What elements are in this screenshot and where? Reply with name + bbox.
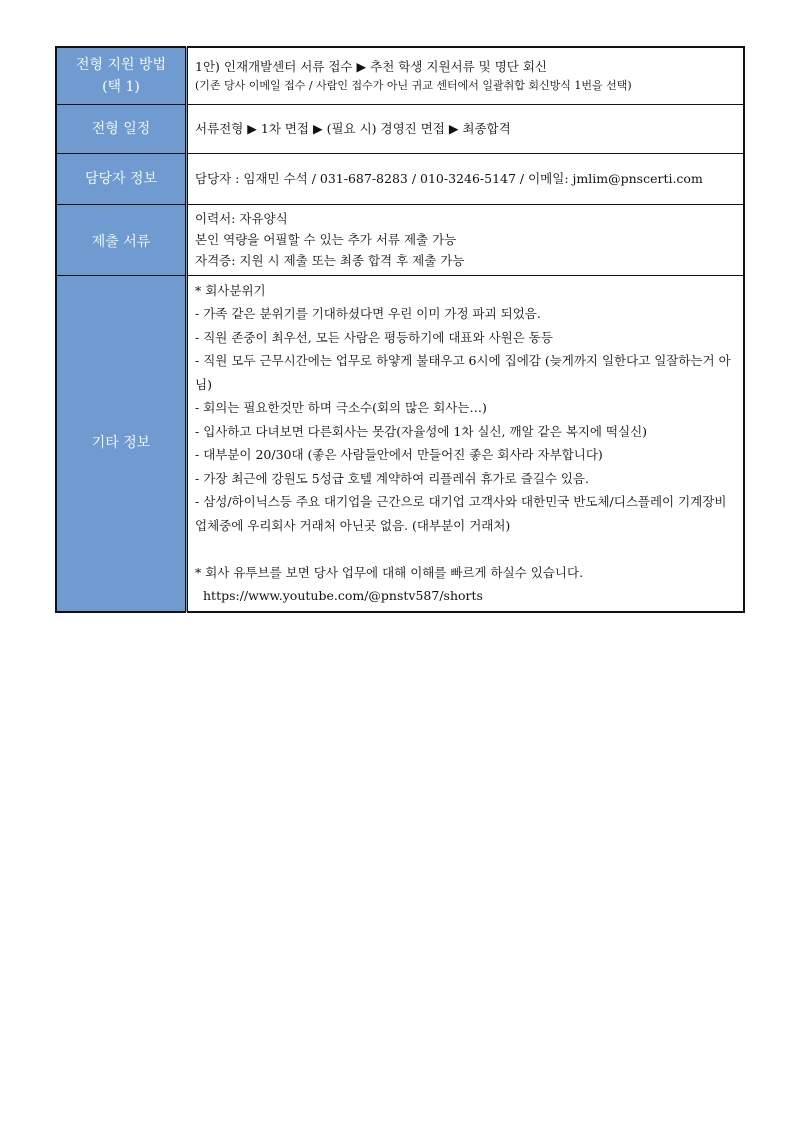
row-schedule [56,104,744,153]
other-item: - 가장 최근에 강원도 5성급 호텔 계약하여 리플레쉬 휴가로 즐길수 있음. [195,470,589,486]
document-item: 이력서: 자유양식 [195,211,288,226]
other-item: - 입사하고 다녀보면 다른회사는 못감(자율성에 1차 실신, 깨알 같은 복지에 떡실신) [195,423,648,439]
row-contact [56,153,744,204]
value-documents [187,204,745,275]
row-application-method [56,47,744,104]
other-item: - 대부분이 20/30대 (좋은 사람들안에서 만들어진 좋은 회사라 자부합니다) [195,447,603,462]
method-note: (기존 당사 이메일 접수 / 사람인 접수가 아닌 귀교 센터에서 일괄취합 회신방식 1번을 선택) [195,79,632,93]
other-item: - 직원 모두 근무시간에는 업무로 하얗게 불태우고 6시에 집에감 (늦게까지 일한다고 일잘하는거 아님) [195,353,731,392]
value-schedule: 서류전형 ▶ 1차 면접 ▶ (필요 시) 경영진 면접 ▶ 최종합격 [187,104,745,153]
label-text: (택 1) [102,78,140,95]
label-other-info: 기타 정보 [56,275,187,612]
other-heading: * 회사분위기 [195,282,266,298]
other-item: - 삼성/하이닉스등 주요 대기업을 근간으로 대기업 고객사와 대한민국 반도체/디스플레이 기계장비업체중에 우리회사 거래처 아닌곳 없음. (대부분이 거래처) [195,494,727,533]
youtube-link[interactable]: https://www.youtube.com/@pnstv587/shorts [203,588,483,603]
label-documents: 제출 서류 [56,204,187,275]
other-item: - 회의는 필요한것만 하며 극소수(회의 많은 회사는…) [195,400,487,415]
document-item: 본인 역량을 어필할 수 있는 추가 서류 제출 가능 [195,232,457,247]
row-documents [56,204,744,275]
value-other-info [187,275,745,612]
value-contact: 담당자 : 임재민 수석 / 031-687-8283 / 010-3246-5147 / 이메일: jmlim@pnscerti.com [187,153,745,204]
label-contact: 담당자 정보 [56,153,187,204]
row-other-info [56,275,744,612]
other-item: - 가족 같은 분위기를 기대하셨다면 우린 이미 가정 파괴 되었음. [195,306,541,321]
label-application-method [56,47,187,104]
recruitment-info-table [55,46,745,613]
value-application-method [187,47,745,104]
other-item: - 직원 존중이 최우선, 모든 사람은 평등하기에 대표와 사원은 동등 [195,329,553,345]
document-item: 자격증: 지원 시 제출 또는 최종 합격 후 제출 가능 [195,253,465,268]
label-text: 전형 지원 방법 [75,56,167,73]
label-schedule: 전형 일정 [56,104,187,153]
method-line: 1안) 인재개발센터 서류 접수 ▶ 추천 학생 지원서류 및 명단 회신 [195,59,547,75]
youtube-note: * 회사 유투브를 보면 당사 업무에 대해 이해를 빠르게 하실수 있습니다. [195,564,584,580]
